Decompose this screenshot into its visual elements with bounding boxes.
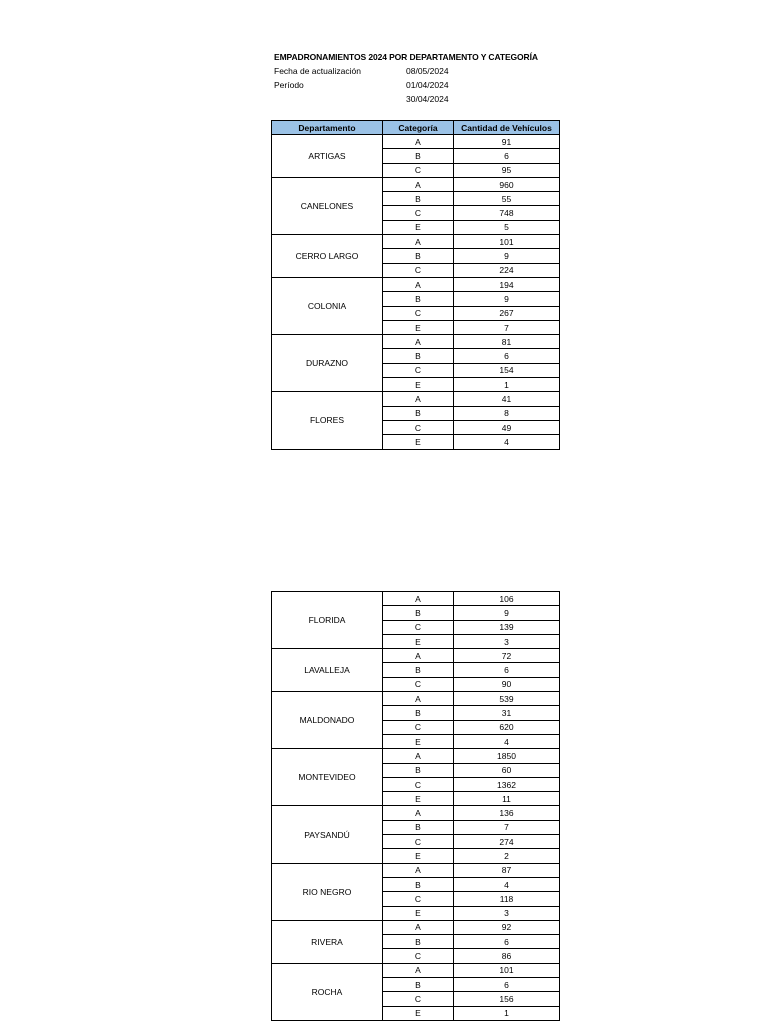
category-cell: B bbox=[383, 820, 454, 834]
quantity-cell: 2 bbox=[454, 849, 560, 863]
period-label: Período bbox=[274, 80, 304, 90]
category-cell: C bbox=[383, 363, 454, 377]
category-cell: A bbox=[383, 335, 454, 349]
quantity-cell: 106 bbox=[454, 592, 560, 606]
category-cell: E bbox=[383, 435, 454, 449]
quantity-cell: 267 bbox=[454, 306, 560, 320]
category-cell: E bbox=[383, 734, 454, 748]
category-cell: B bbox=[383, 292, 454, 306]
quantity-cell: 86 bbox=[454, 949, 560, 963]
category-cell: C bbox=[383, 306, 454, 320]
category-cell: A bbox=[383, 177, 454, 191]
department-cell: ROCHA bbox=[272, 963, 383, 1020]
category-cell: B bbox=[383, 349, 454, 363]
quantity-cell: 154 bbox=[454, 363, 560, 377]
period-row bbox=[274, 78, 538, 92]
quantity-cell: 92 bbox=[454, 920, 560, 934]
table-row bbox=[272, 392, 560, 406]
quantity-cell: 60 bbox=[454, 763, 560, 777]
period-end-row bbox=[274, 92, 538, 106]
quantity-cell: 91 bbox=[454, 135, 560, 149]
category-cell: A bbox=[383, 592, 454, 606]
quantity-cell: 3 bbox=[454, 906, 560, 920]
category-cell: A bbox=[383, 135, 454, 149]
department-cell: COLONIA bbox=[272, 277, 383, 334]
category-cell: A bbox=[383, 235, 454, 249]
category-cell: E bbox=[383, 378, 454, 392]
category-cell: E bbox=[383, 1006, 454, 1020]
category-cell: B bbox=[383, 606, 454, 620]
quantity-cell: 136 bbox=[454, 806, 560, 820]
quantity-cell: 6 bbox=[454, 663, 560, 677]
category-cell: E bbox=[383, 906, 454, 920]
category-cell: C bbox=[383, 892, 454, 906]
quantity-cell: 8 bbox=[454, 406, 560, 420]
category-cell: A bbox=[383, 277, 454, 291]
quantity-cell: 1850 bbox=[454, 749, 560, 763]
quantity-cell: 6 bbox=[454, 935, 560, 949]
quantity-cell: 1 bbox=[454, 1006, 560, 1020]
category-cell: B bbox=[383, 706, 454, 720]
category-cell: A bbox=[383, 649, 454, 663]
department-cell: RIO NEGRO bbox=[272, 863, 383, 920]
quantity-cell: 960 bbox=[454, 177, 560, 191]
quantity-cell: 1 bbox=[454, 378, 560, 392]
category-cell: C bbox=[383, 992, 454, 1006]
quantity-cell: 748 bbox=[454, 206, 560, 220]
quantity-cell: 49 bbox=[454, 420, 560, 434]
report-title: EMPADRONAMIENTOS 2024 POR DEPARTAMENTO Y CATEGORÍA bbox=[274, 52, 538, 62]
quantity-cell: 7 bbox=[454, 320, 560, 334]
quantity-cell: 41 bbox=[454, 392, 560, 406]
quantity-cell: 6 bbox=[454, 149, 560, 163]
quantity-cell: 9 bbox=[454, 292, 560, 306]
table-row bbox=[272, 277, 560, 291]
category-cell: C bbox=[383, 620, 454, 634]
table-row bbox=[272, 235, 560, 249]
quantity-cell: 6 bbox=[454, 978, 560, 992]
column-header-category: Categoría bbox=[383, 121, 454, 135]
quantity-cell: 95 bbox=[454, 163, 560, 177]
quantity-cell: 274 bbox=[454, 835, 560, 849]
quantity-cell: 1362 bbox=[454, 777, 560, 791]
department-cell: CERRO LARGO bbox=[272, 235, 383, 278]
table-row bbox=[272, 963, 560, 977]
quantity-cell: 5 bbox=[454, 220, 560, 234]
quantity-cell: 87 bbox=[454, 863, 560, 877]
table-row bbox=[272, 749, 560, 763]
category-cell: B bbox=[383, 249, 454, 263]
department-cell: LAVALLEJA bbox=[272, 649, 383, 692]
category-cell: A bbox=[383, 863, 454, 877]
table-row bbox=[272, 592, 560, 606]
vehicles-table-page-2 bbox=[271, 591, 560, 1021]
quantity-cell: 9 bbox=[454, 249, 560, 263]
category-cell: A bbox=[383, 749, 454, 763]
department-cell: MALDONADO bbox=[272, 692, 383, 749]
table-row bbox=[272, 863, 560, 877]
category-cell: E bbox=[383, 792, 454, 806]
quantity-cell: 139 bbox=[454, 620, 560, 634]
quantity-cell: 72 bbox=[454, 649, 560, 663]
quantity-cell: 9 bbox=[454, 606, 560, 620]
category-cell: C bbox=[383, 949, 454, 963]
category-cell: B bbox=[383, 663, 454, 677]
table-body bbox=[272, 135, 560, 450]
category-cell: C bbox=[383, 835, 454, 849]
quantity-cell: 90 bbox=[454, 677, 560, 691]
table-body bbox=[272, 592, 560, 1021]
update-date-label: Fecha de actualización bbox=[274, 66, 361, 76]
update-date-value: 08/05/2024 bbox=[406, 66, 449, 76]
category-cell: C bbox=[383, 206, 454, 220]
quantity-cell: 3 bbox=[454, 634, 560, 648]
quantity-cell: 7 bbox=[454, 820, 560, 834]
period-end: 30/04/2024 bbox=[406, 94, 449, 104]
table-header-row bbox=[272, 121, 560, 135]
column-header-quantity: Cantidad de Vehículos bbox=[454, 121, 560, 135]
quantity-cell: 101 bbox=[454, 235, 560, 249]
category-cell: B bbox=[383, 149, 454, 163]
category-cell: B bbox=[383, 978, 454, 992]
period-start: 01/04/2024 bbox=[406, 80, 449, 90]
category-cell: A bbox=[383, 920, 454, 934]
table-row bbox=[272, 135, 560, 149]
quantity-cell: 620 bbox=[454, 720, 560, 734]
table-row bbox=[272, 177, 560, 191]
category-cell: B bbox=[383, 763, 454, 777]
quantity-cell: 118 bbox=[454, 892, 560, 906]
quantity-cell: 4 bbox=[454, 877, 560, 891]
category-cell: C bbox=[383, 720, 454, 734]
department-cell: DURAZNO bbox=[272, 335, 383, 392]
category-cell: C bbox=[383, 163, 454, 177]
category-cell: B bbox=[383, 192, 454, 206]
department-cell: ARTIGAS bbox=[272, 135, 383, 178]
category-cell: B bbox=[383, 406, 454, 420]
table-row bbox=[272, 806, 560, 820]
vehicles-table-page-1 bbox=[271, 120, 560, 450]
category-cell: A bbox=[383, 806, 454, 820]
category-cell: E bbox=[383, 849, 454, 863]
update-date-row bbox=[274, 64, 538, 78]
table-row bbox=[272, 920, 560, 934]
quantity-cell: 11 bbox=[454, 792, 560, 806]
category-cell: A bbox=[383, 963, 454, 977]
department-cell: PAYSANDÚ bbox=[272, 806, 383, 863]
quantity-cell: 31 bbox=[454, 706, 560, 720]
table-row bbox=[272, 692, 560, 706]
category-cell: B bbox=[383, 877, 454, 891]
quantity-cell: 224 bbox=[454, 263, 560, 277]
quantity-cell: 81 bbox=[454, 335, 560, 349]
category-cell: B bbox=[383, 935, 454, 949]
department-cell: MONTEVIDEO bbox=[272, 749, 383, 806]
quantity-cell: 4 bbox=[454, 435, 560, 449]
category-cell: C bbox=[383, 677, 454, 691]
department-cell: CANELONES bbox=[272, 177, 383, 234]
quantity-cell: 156 bbox=[454, 992, 560, 1006]
table-row bbox=[272, 649, 560, 663]
category-cell: E bbox=[383, 220, 454, 234]
category-cell: E bbox=[383, 320, 454, 334]
category-cell: A bbox=[383, 692, 454, 706]
quantity-cell: 55 bbox=[454, 192, 560, 206]
quantity-cell: 539 bbox=[454, 692, 560, 706]
department-cell: RIVERA bbox=[272, 920, 383, 963]
category-cell: C bbox=[383, 263, 454, 277]
column-header-department: Departamento bbox=[272, 121, 383, 135]
category-cell: A bbox=[383, 392, 454, 406]
category-cell: C bbox=[383, 420, 454, 434]
quantity-cell: 101 bbox=[454, 963, 560, 977]
table-row bbox=[272, 335, 560, 349]
quantity-cell: 6 bbox=[454, 349, 560, 363]
quantity-cell: 4 bbox=[454, 734, 560, 748]
category-cell: C bbox=[383, 777, 454, 791]
quantity-cell: 194 bbox=[454, 277, 560, 291]
category-cell: E bbox=[383, 634, 454, 648]
report-header bbox=[274, 50, 538, 106]
department-cell: FLORES bbox=[272, 392, 383, 449]
department-cell: FLORIDA bbox=[272, 592, 383, 649]
